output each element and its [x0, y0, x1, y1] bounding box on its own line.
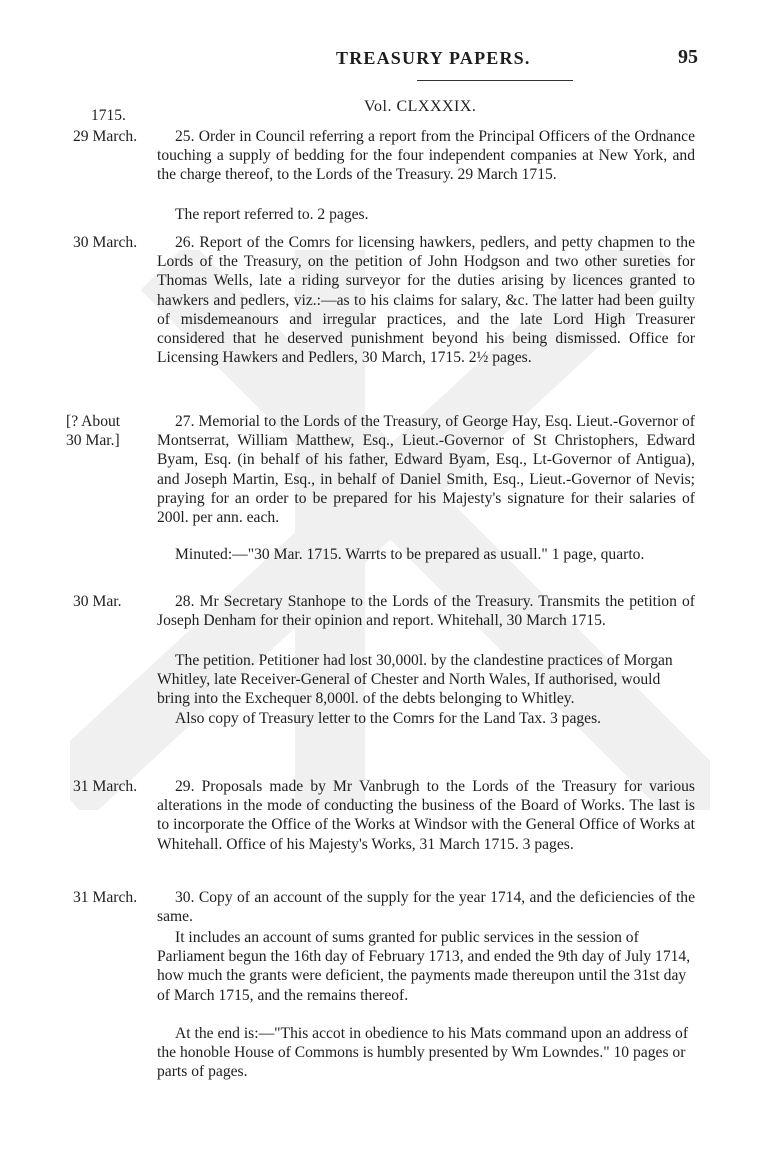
- running-title: TREASURY PAPERS.: [336, 48, 531, 68]
- entry-date: [? About 30 Mar.]: [66, 413, 121, 450]
- entry-date: 31 March.: [73, 889, 138, 906]
- entry-text: 26. Report of the Comrs for licensing hawkers, pedlers, and petty chapmen to the Lords of the Treasury, on the petition of John Hodgson and two other sureties for Thomas Wells, late a riding surveyor for the duties arising by licences granted to hawkers and pedlers, viz.:—as to his claims for salary, &c. The latter had been guilty of misdemeanours and irregular practices, and the late Lord High Treasurer considered that he deserved punishment beyond his being dismissed. Office for Licensing Hawkers and Pedlers, 30 March, 1715. 2½ pages.: [157, 234, 695, 367]
- entry-text: 28. Mr Secretary Stanhope to the Lords of the Treasury. Transmits the petition of Joseph Denham for their opinion and report. Whitehall, 30 March 1715.: [157, 593, 695, 630]
- entry-date: 29 March.: [73, 128, 138, 145]
- header-rule: [417, 80, 573, 81]
- entry-date: 30 March.: [73, 234, 138, 251]
- entry-note: The report referred to. 2 pages.: [175, 206, 369, 223]
- entry-text: 29. Proposals made by Mr Vanbrugh to the Lords of the Treasury for various alterations in the mode of conducting the business of the Board of Works. The last is to incorporate the Office of the Works at Windsor with the General Office of Works at Whitehall. Office of his Majesty's Works, 31 March 1715. 3 pages.: [157, 778, 695, 853]
- entry-text: 25. Order in Council referring a report from the Principal Officers of the Ordnance touching a supply of bedding for the four independent companies at New York, and the charge thereof, to the Lords of the Treasury. 29 March 1715.: [157, 128, 695, 184]
- entry-text: 30. Copy of an account of the supply for the year 1714, and the deficiencies of the same.: [157, 889, 695, 926]
- volume-heading: Vol. CLXXXIX.: [364, 98, 477, 115]
- entry-note: Minuted:—"30 Mar. 1715. Warrts to be prepared as usuall." 1 page, quarto.: [175, 546, 645, 563]
- entry-text: 27. Memorial to the Lords of the Treasury, of George Hay, Esq. Lieut.-Governor of Montserrat, William Matthew, Esq., Lieut.-Governor of St Christophers, Edward Byam, Esq. (in behalf of his father, Edward Byam, Esq., Lt-Governor of Antigua), and Joseph Martin, Esq., in behalf of Daniel Smith, Esq., Lieut.-Governor of Nevis; praying for an order to be prepared for his Majesty's signature for their salaries of 200l. per ann. each.: [157, 413, 695, 527]
- entry-date: 30 Mar.: [73, 593, 122, 610]
- entry-note: At the end is:—"This accot in obedience to his Mats command upon an address of the honoble House of Commons is humbly presented by Wm Lowndes." 10 pages or parts of pages.: [157, 1025, 689, 1081]
- entry-note: It includes an account of sums granted for public services in the session of Parliament begun the 16th day of February 1713, and ended the 9th day of July 1714, how much the grants were deficient, the payments made thereupon until the 31st day of March 1715, and the remains thereof.: [157, 929, 691, 1004]
- entry-note: The petition. Petitioner had lost 30,000l. by the clandestine practices of Morgan Whitley, late Receiver-General of Chester and North Wales, If authorised, would bring into the Exchequer 8,000l. of the debts belonging to Whitley.: [157, 652, 673, 708]
- year-label: 1715.: [91, 107, 126, 124]
- entry-date: 31 March.: [73, 778, 138, 795]
- page-number: 95: [678, 46, 698, 68]
- entry-note: Also copy of Treasury letter to the Comrs for the Land Tax. 3 pages.: [175, 710, 602, 727]
- page-header: [318, 48, 698, 74]
